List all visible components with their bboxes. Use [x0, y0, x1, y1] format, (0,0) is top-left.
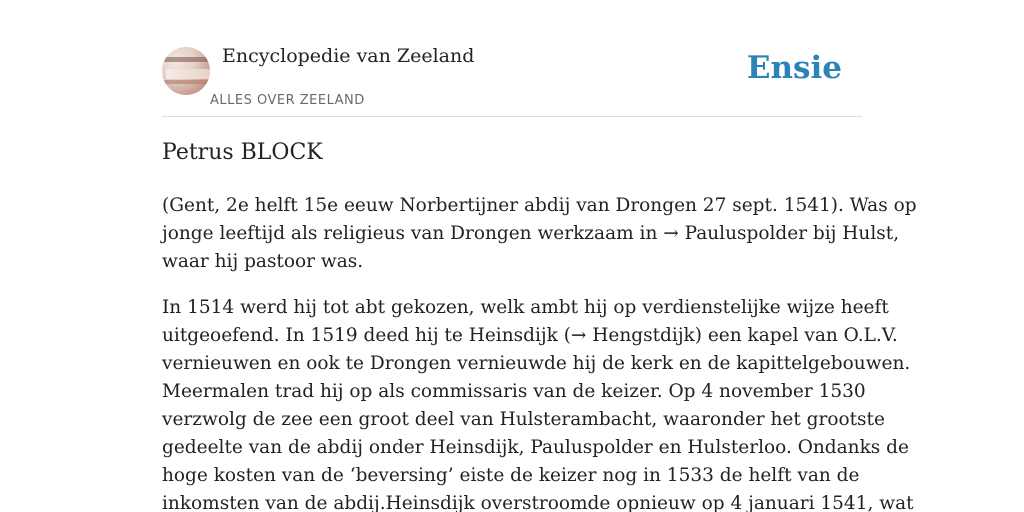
site-header: [162, 0, 862, 117]
text-line: verzwolg de zee een groot deel van Hulsterambacht, waaronder het grootste: [162, 409, 885, 430]
text-line: In 1514 werd hij tot abt gekozen, welk ambt hij op verdienstelijke wijze heeft: [162, 297, 889, 318]
text-line: (Gent, 2e helft 15e eeuw Norbertijner abdij van Drongen 27 sept. 1541). Was op: [162, 195, 917, 216]
site-title[interactable]: Encyclopedie van Zeeland: [222, 45, 475, 67]
text-line: hoge kosten van de ‘beversing’ eiste de keizer nog in 1533 de helft van de: [162, 465, 860, 486]
site-avatar[interactable]: [162, 47, 210, 95]
article-title: Petrus BLOCK: [162, 140, 323, 165]
text-line: jonge leeftijd als religieus van Drongen werkzaam in → Pauluspolder bij Hulst,: [162, 223, 900, 244]
text-line: Meermalen trad hij op als commissaris van de keizer. Op 4 november 1530: [162, 381, 866, 402]
brand-logo[interactable]: Ensie: [746, 50, 842, 86]
article-paragraph: [162, 294, 914, 512]
avatar-detail: [162, 80, 210, 84]
site-tagline: ALLES OVER ZEELAND: [210, 93, 365, 108]
text-line: gedeelte van de abdij onder Heinsdijk, Pauluspolder en Hulsterloo. Ondanks de: [162, 437, 909, 458]
text-line: waar hij pastoor was.: [162, 251, 364, 272]
avatar-detail: [166, 69, 210, 79]
avatar-detail: [162, 57, 210, 62]
text-line: uitgeoefend. In 1519 deed hij te Heinsdijk (→ Hengstdijk) een kapel van O.L.V.: [162, 325, 898, 346]
text-line: inkomsten van de abdij.Heinsdijk overstroomde opnieuw op 4 januari 1541, wat: [162, 493, 914, 512]
page-container: [162, 0, 917, 512]
article-paragraph: [162, 192, 917, 276]
text-line: vernieuwen en ook te Drongen vernieuwde hij de kerk en de kapittelgebouwen.: [162, 353, 911, 374]
article-body: [162, 192, 917, 512]
